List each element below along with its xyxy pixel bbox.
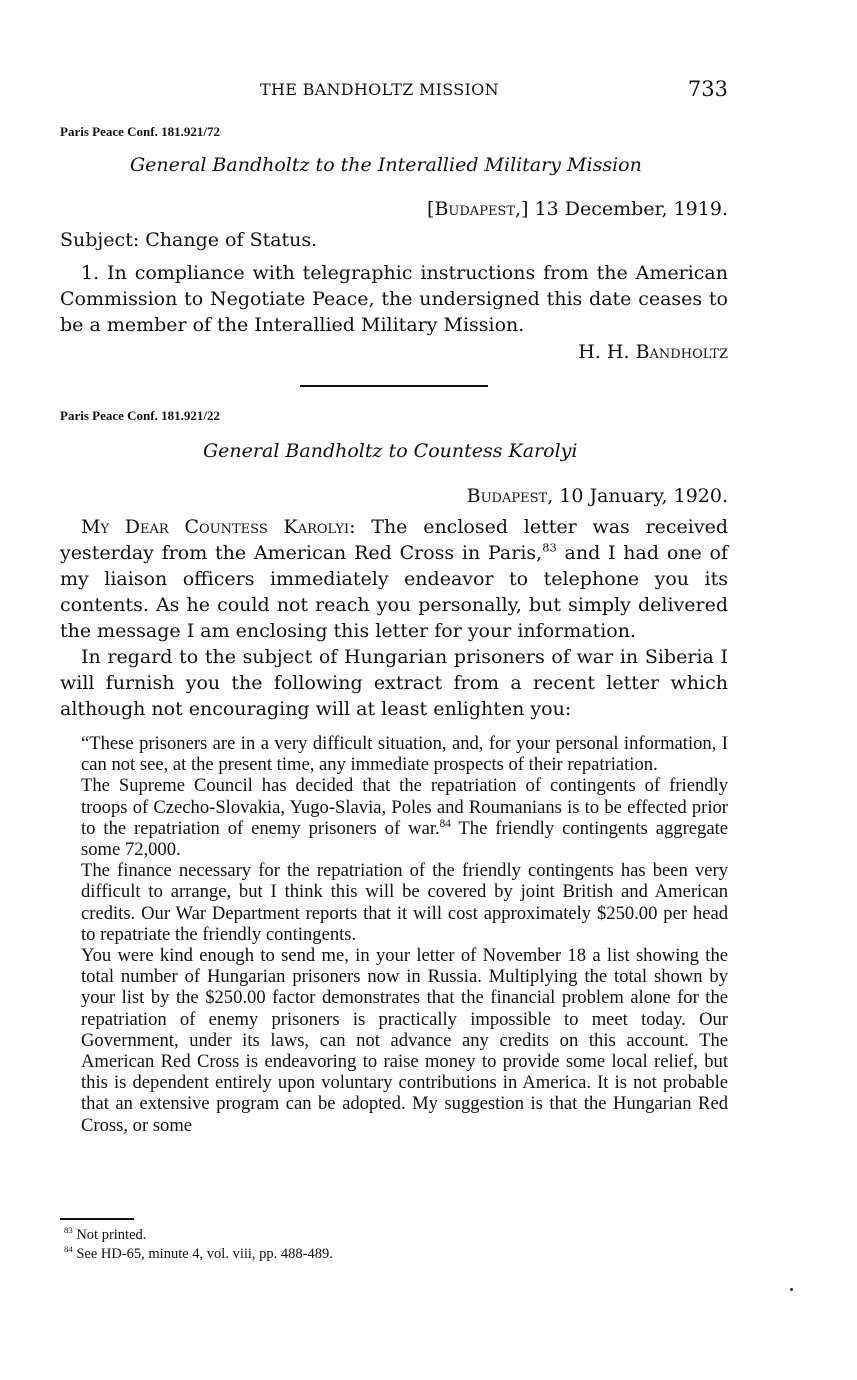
dateline-place: Budapest, [434,198,522,220]
paragraph: 1. In compliance with telegraphic instructions from the American Commission to Negotiate Peace, the undersigned this date ceases to be a member of the Interallied Military Mission. [60,262,728,336]
dateline [467,485,728,507]
paragraph: My Dear Countess Karolyi: The enclosed letter was received yesterday from the American Red Cross in Paris,$^{83}$ and I had one of my liaison officers immediately endeavor to telephone you its contents. As he could not reach you personally, but simply delivered the message I am enclosing this letter for your information. [60,516,728,642]
footnote: $^{84}$ See HD-65, minute 4, vol. viii, pp. 488-489. [64,1244,333,1262]
dateline-date: , 10 January, 1920. [547,485,728,507]
dateline: [Budapest,] 13 December, 1919. [427,198,728,220]
signature-name: Bandholtz [635,341,728,363]
paragraph: In regard to the subject of Hungarian prisoners of war in Siberia I will furnish you the following extract from a recent letter which although not encouraging will at least enlighten you: [60,646,728,720]
subject-line: Subject: Change of Status. [60,229,318,251]
dateline-date: 13 December, 1919. [534,198,728,220]
quote-paragraph: You were kind enough to send me, in your letter of November 18 a list showing the total number of Hungarian prisoners now in Russia. Multiplying the total shown by your list by the $250.00 factor demonstrates that the financial problem alone for the repatriation of enemy prisoners is practically impossible to meet today. Our Government, under its laws, can not advance any credits on this account. The American Red Cross is endeavoring to raise money to provide some local relief, but this is dependent entirely upon voluntary contributions in America. It is not probable that an extensive program can be adopted. My suggestion is that the Hungarian Red Cross, or some [81,945,728,1136]
footnote-ref: 83 [542,540,557,555]
page-number: 733 [687,77,728,101]
document-reference: Paris Peace Conf. 181.921/72 [60,124,220,139]
footnote-ref: 84 [439,817,451,830]
document-title: General Bandholtz to Countess Karolyi [203,440,578,462]
running-header-title: THE BANDHOLTZ MISSION [260,80,499,99]
section-divider [300,385,488,387]
quote-paragraph: The Supreme Council has decided that the repatriation of contingents of friendly troops of Czecho-Slovakia, Yugo-Slavia, Poles and Roumanians is to be effected prior to the repatriation of enemy prisoners of war.$^{84}$ The friendly contingents aggregate some 72,000. [81,775,728,861]
signature: H. H. Bandholtz [578,341,728,363]
document-reference: Paris Peace Conf. 181.921/22 [60,408,220,423]
salutation: My Dear Countess Karolyi: [81,516,356,538]
document-page [60,0,728,1380]
quote-paragraph: “These prisoners are in a very difficult situation, and, for your personal information, I can not see, at the present time, any immediate prospects of their repatriation. [81,733,728,776]
dateline-place: Budapest [466,485,548,507]
block-quote [60,733,728,1136]
quote-paragraph: The finance necessary for the repatriation of the friendly contingents has been very difficult to arrange, but I think this will be covered by joint British and American credits. Our War Department reports that it will cost approximately $250.00 per head to repatriate the friendly contingents. [81,860,728,945]
document-title: General Bandholtz to the Interallied Military Mission [130,154,642,176]
scan-speck [790,1288,793,1291]
footnote: $^{83}$ Not printed. [64,1225,147,1243]
footnote-divider [60,1218,134,1220]
